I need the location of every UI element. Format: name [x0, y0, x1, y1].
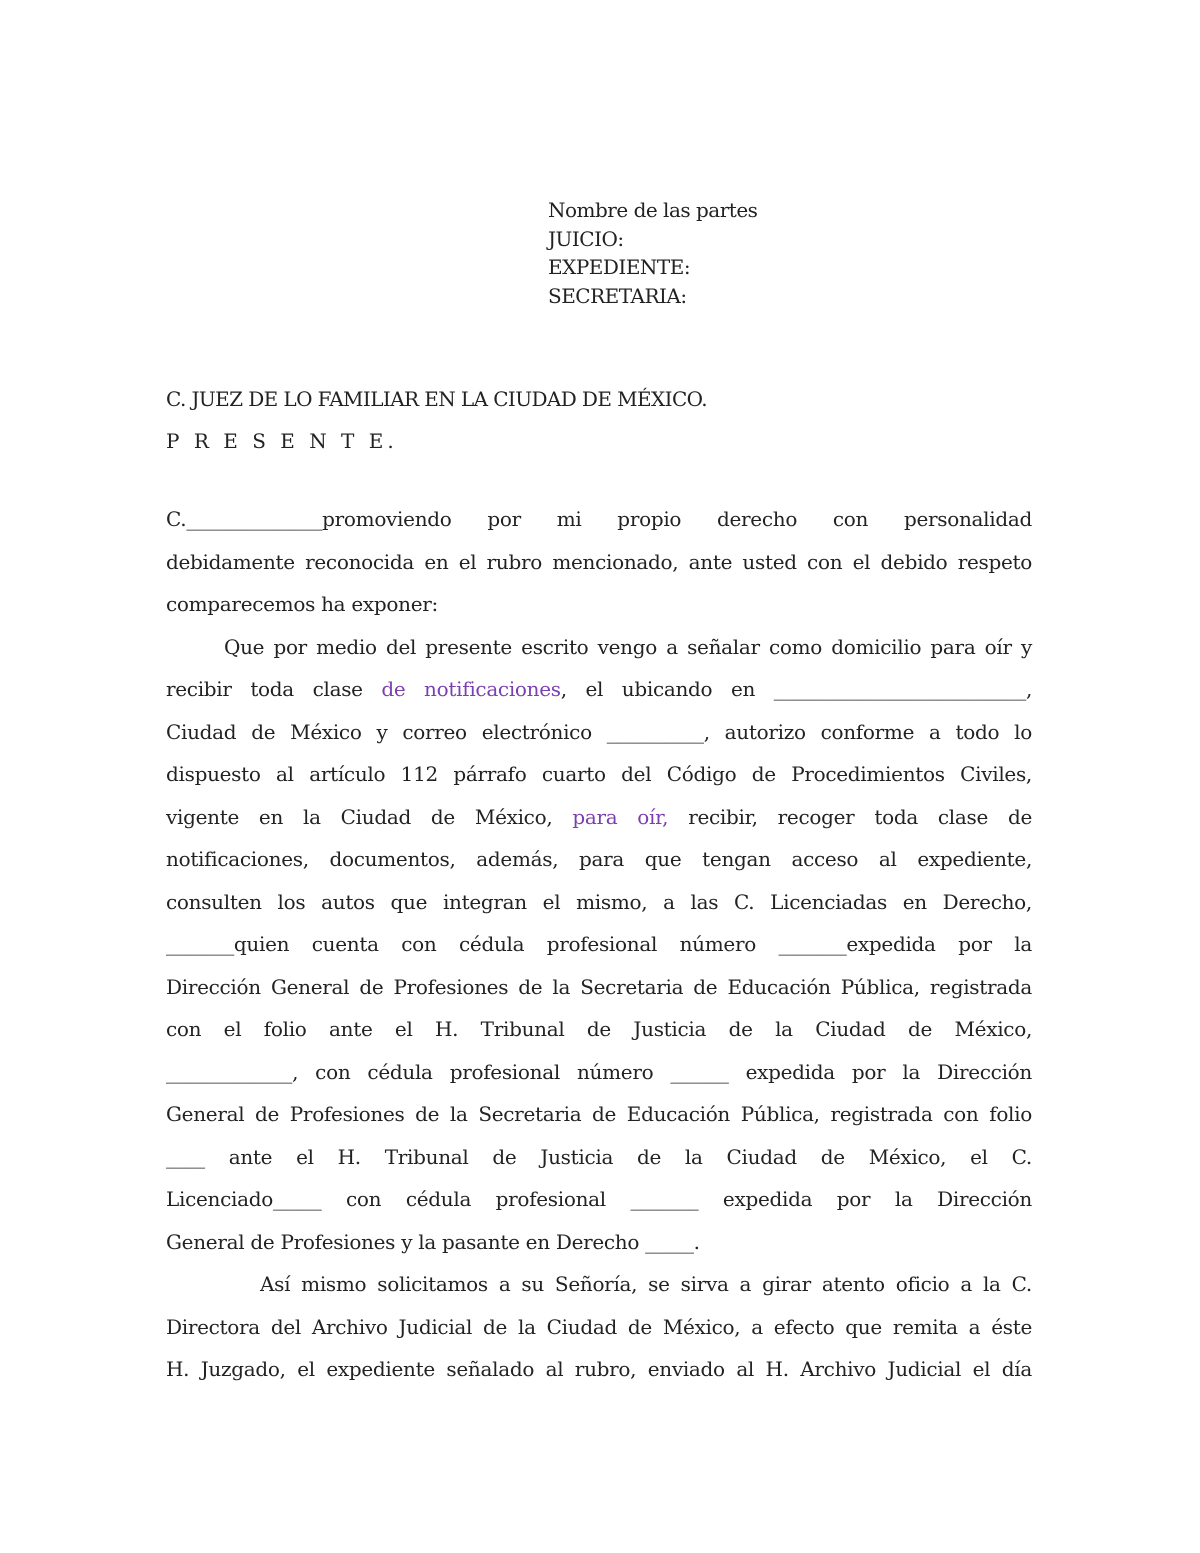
header-juicio: JUICIO: [548, 226, 624, 251]
body-line [166, 1263, 1032, 1306]
body-line: Directora del Archivo Judicial de la Ciudad de México, a efecto que remita a éste [166, 1314, 1032, 1339]
body-line: notificaciones, documentos, además, para que tengan acceso al expediente, [166, 847, 1032, 871]
body-line: General de Profesiones y la pasante en Derecho _____. [166, 1229, 700, 1254]
body-line [166, 796, 1032, 839]
header-expediente: EXPEDIENTE: [548, 255, 691, 279]
header-partes: Nombre de las partes [548, 198, 758, 222]
case-header [548, 196, 757, 310]
body-line: Licenciado_____ con cédula profesional _______ expedida por la Dirección [166, 1187, 1032, 1211]
body-text-segment: vigente en la Ciudad de México, [166, 804, 573, 829]
body-line: dispuesto al artículo 112 párrafo cuarto del Código de Procedimientos Civiles, [166, 762, 1032, 786]
body-text-segment: Que por medio del presente escrito vengo a señalar como domicilio para oír y [224, 634, 1032, 659]
body-line [166, 626, 1032, 669]
body-line: C.______________promoviendo por mi propio derecho con personalidad [166, 507, 1032, 531]
body-text-segment: recibir, recoger toda clase de [668, 804, 1032, 829]
body-line: Ciudad de México y correo electrónico __________, autorizo conforme a todo lo [166, 719, 1032, 744]
body-line: H. Juzgado, el expediente señalado al rubro, enviado al H. Archivo Judicial el día [166, 1357, 1032, 1381]
body-line: debidamente reconocida en el rubro mencionado, ante usted con el debido respeto [166, 549, 1032, 574]
notificaciones-link[interactable]: de notificaciones [381, 677, 561, 701]
body-text-segment: Así mismo solicitamos a su Señoría, se sirva a girar atento oficio a la C. [260, 1272, 1032, 1296]
body-line: comparecemos ha exponer: [166, 592, 438, 616]
addressee-judge: C. JUEZ DE LO FAMILIAR EN LA CIUDAD DE MÉXICO. [166, 387, 708, 411]
header-secretaria: SECRETARIA: [548, 283, 687, 308]
body-line: consulten los autos que integran el mismo, a las C. Licenciadas en Derecho, [166, 889, 1032, 914]
body-line: con el folio ante el H. Tribunal de Justicia de la Ciudad de México, [166, 1017, 1032, 1041]
body-text-segment: recibir toda clase [166, 677, 382, 701]
body-line [166, 668, 1032, 711]
body-line: General de Profesiones de la Secretaria de Educación Pública, registrada con folio [166, 1102, 1032, 1126]
para-oir-link[interactable]: para oír, [572, 804, 669, 829]
document-body [166, 498, 1032, 1391]
addressee-block [166, 378, 707, 462]
body-line: ____ ante el H. Tribunal de Justicia de la Ciudad de México, el C. [166, 1144, 1032, 1169]
body-line: _____________, con cédula profesional número ______ expedida por la Dirección [166, 1059, 1032, 1084]
body-text-segment: , el ubicando en __________________________, [560, 677, 1032, 701]
body-line: Dirección General de Profesiones de la Secretaria de Educación Pública, registrada [166, 974, 1032, 999]
body-line: _______quien cuenta con cédula profesional número _______expedida por la [166, 932, 1032, 956]
addressee-presente: P R E S E N T E. [166, 429, 398, 453]
